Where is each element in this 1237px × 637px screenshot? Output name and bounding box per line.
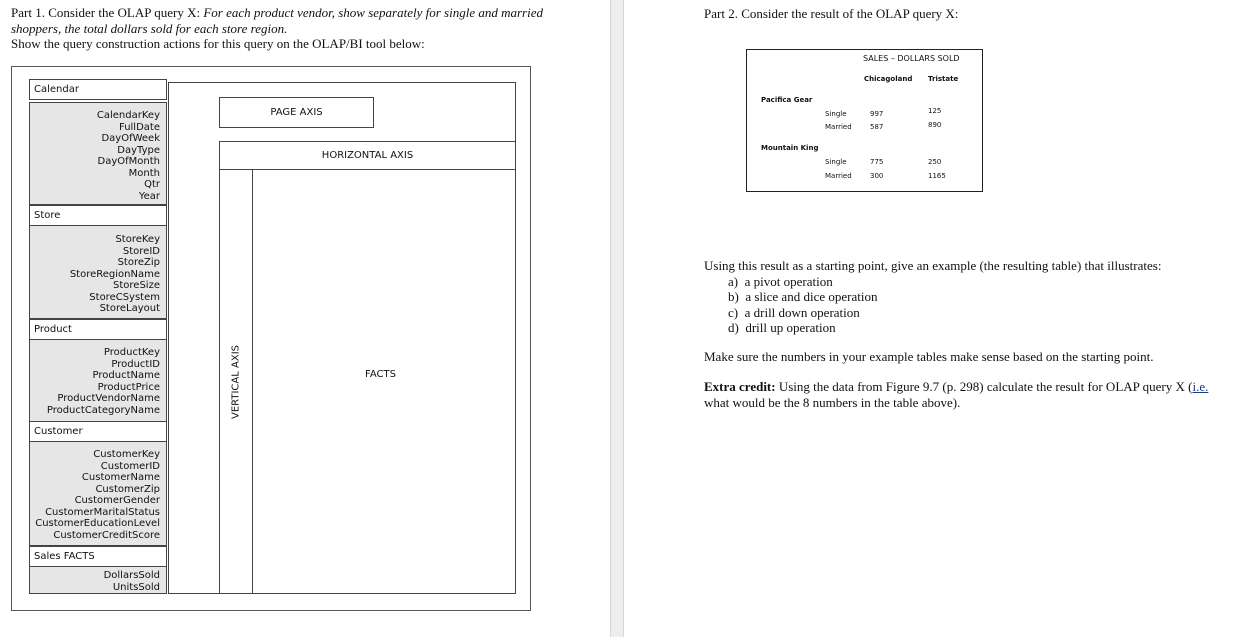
cell-value: 997 bbox=[870, 110, 884, 118]
list-item: d) drill up operation bbox=[728, 320, 836, 335]
dimension-customer-attributes bbox=[29, 441, 167, 546]
extra-credit-text: Using the data from Figure 9.7 (p. 298) calculate the result for OLAP query X ( bbox=[775, 379, 1193, 394]
row-vendor-pacifica-gear: Pacifica Gear bbox=[761, 96, 813, 104]
attr-customergender[interactable]: CustomerGender bbox=[74, 495, 160, 506]
attr-storecsystem[interactable]: StoreCSystem bbox=[89, 291, 160, 303]
attr-month[interactable]: Month bbox=[128, 167, 160, 179]
cell-value: 250 bbox=[928, 158, 942, 166]
operation-list bbox=[704, 274, 1229, 336]
dimension-store-attributes bbox=[29, 225, 167, 319]
horizontal-axis-dropzone[interactable]: HORIZONTAL AXIS bbox=[219, 141, 516, 170]
attr-customerid[interactable]: CustomerID bbox=[100, 460, 160, 472]
part2-instruction: Using this result as a starting point, give an example (the resulting table) that illustrates: bbox=[704, 258, 1162, 273]
dimension-store[interactable]: Store bbox=[29, 205, 167, 226]
row-status: Single bbox=[825, 110, 847, 118]
result-table bbox=[746, 49, 983, 192]
dimension-product[interactable]: Product bbox=[29, 319, 167, 340]
dimension-sales-facts[interactable]: Sales FACTS bbox=[29, 546, 167, 567]
dimension-sales-facts-attributes bbox=[29, 566, 167, 594]
row-vendor-mountain-king: Mountain King bbox=[761, 144, 819, 152]
row-status: Single bbox=[825, 158, 847, 166]
attr-storesize[interactable]: StoreSize bbox=[113, 280, 160, 291]
row-status: Married bbox=[825, 123, 852, 131]
attr-dayofweek[interactable]: DayOfWeek bbox=[101, 133, 160, 144]
dimension-calendar[interactable]: Calendar bbox=[29, 79, 167, 100]
attr-dollarssold[interactable]: DollarsSold bbox=[103, 570, 160, 581]
attr-customermaritalstatus[interactable]: CustomerMaritalStatus bbox=[45, 506, 160, 518]
attr-productname[interactable]: ProductName bbox=[92, 370, 160, 381]
part2-note: Make sure the numbers in your example tables make sense based on the starting point. bbox=[704, 349, 1154, 364]
attr-customerzip[interactable]: CustomerZip bbox=[95, 483, 160, 495]
attr-productid[interactable]: ProductID bbox=[111, 358, 160, 370]
attr-daytype[interactable]: DayType bbox=[117, 144, 160, 156]
page-gutter bbox=[610, 0, 624, 637]
attr-fulldate[interactable]: FullDate bbox=[118, 121, 160, 133]
page-part2 bbox=[624, 0, 1237, 637]
attr-year[interactable]: Year bbox=[138, 190, 160, 202]
facts-dropzone-label: FACTS bbox=[365, 369, 396, 380]
extra-credit-link[interactable]: i.e. bbox=[1192, 379, 1209, 394]
part1-query: For each product vendor, show separately for single and married shoppers, the total dollars sold for each store region. bbox=[11, 5, 543, 36]
olap-tool bbox=[11, 66, 531, 611]
cell-value: 775 bbox=[870, 158, 884, 166]
dimension-product-attributes bbox=[29, 339, 167, 423]
page-axis-dropzone[interactable]: PAGE AXIS bbox=[219, 97, 374, 128]
attr-unitssold[interactable]: UnitsSold bbox=[112, 581, 160, 593]
attr-storelayout[interactable]: StoreLayout bbox=[99, 303, 160, 314]
list-item: c) a drill down operation bbox=[728, 304, 860, 320]
attr-dayofmonth[interactable]: DayOfMonth bbox=[97, 156, 160, 167]
page-part1 bbox=[0, 0, 610, 637]
attr-productvendorname[interactable]: ProductVendorName bbox=[57, 393, 160, 404]
part1-prefix: Part 1. Consider the OLAP query X: bbox=[11, 5, 204, 20]
list-item: a) a pivot operation bbox=[728, 273, 833, 289]
attr-customername[interactable]: CustomerName bbox=[81, 472, 160, 483]
attr-productkey[interactable]: ProductKey bbox=[103, 347, 160, 358]
attr-productprice[interactable]: ProductPrice bbox=[97, 381, 160, 393]
attr-storeregionname[interactable]: StoreRegionName bbox=[69, 268, 160, 280]
attr-storekey[interactable]: StoreKey bbox=[115, 234, 160, 245]
part1-instruction: Show the query construction actions for this query on the OLAP/BI tool below: bbox=[11, 36, 425, 51]
cell-value: 1165 bbox=[928, 172, 946, 180]
cell-value: 890 bbox=[928, 121, 942, 129]
extra-credit bbox=[704, 379, 1229, 410]
list-item: b) a slice and dice operation bbox=[728, 289, 878, 304]
cell-value: 587 bbox=[870, 123, 884, 131]
part1-question bbox=[11, 5, 571, 52]
dimension-customer[interactable]: Customer bbox=[29, 421, 167, 442]
dimension-calendar-attributes bbox=[29, 102, 167, 205]
vertical-axis-dropzone[interactable]: VERTICAL AXIS bbox=[219, 169, 253, 594]
cell-value: 125 bbox=[928, 107, 942, 115]
extra-credit-label: Extra credit: bbox=[704, 379, 776, 394]
cell-value: 300 bbox=[870, 172, 884, 180]
attr-customerkey[interactable]: CustomerKey bbox=[93, 449, 160, 460]
extra-credit-tail: what would be the 8 numbers in the table above). bbox=[704, 394, 961, 410]
attr-productcategoryname[interactable]: ProductCategoryName bbox=[46, 404, 160, 416]
attr-customercreditscore[interactable]: CustomerCreditScore bbox=[53, 529, 160, 541]
row-status: Married bbox=[825, 172, 852, 180]
part2-title: Part 2. Consider the result of the OLAP query X: bbox=[704, 6, 959, 21]
attr-storeid[interactable]: StoreID bbox=[122, 245, 160, 257]
result-table-title: SALES – DOLLARS SOLD bbox=[863, 54, 960, 63]
attr-qtr[interactable]: Qtr bbox=[144, 179, 160, 190]
column-header-chicagoland: Chicagoland bbox=[864, 75, 913, 83]
attr-storezip[interactable]: StoreZip bbox=[117, 257, 160, 268]
part2-instructions bbox=[704, 258, 1229, 336]
attr-customereducationlevel[interactable]: CustomerEducationLevel bbox=[35, 518, 160, 529]
column-header-tristate: Tristate bbox=[928, 75, 959, 83]
attr-calendarkey[interactable]: CalendarKey bbox=[96, 110, 160, 121]
